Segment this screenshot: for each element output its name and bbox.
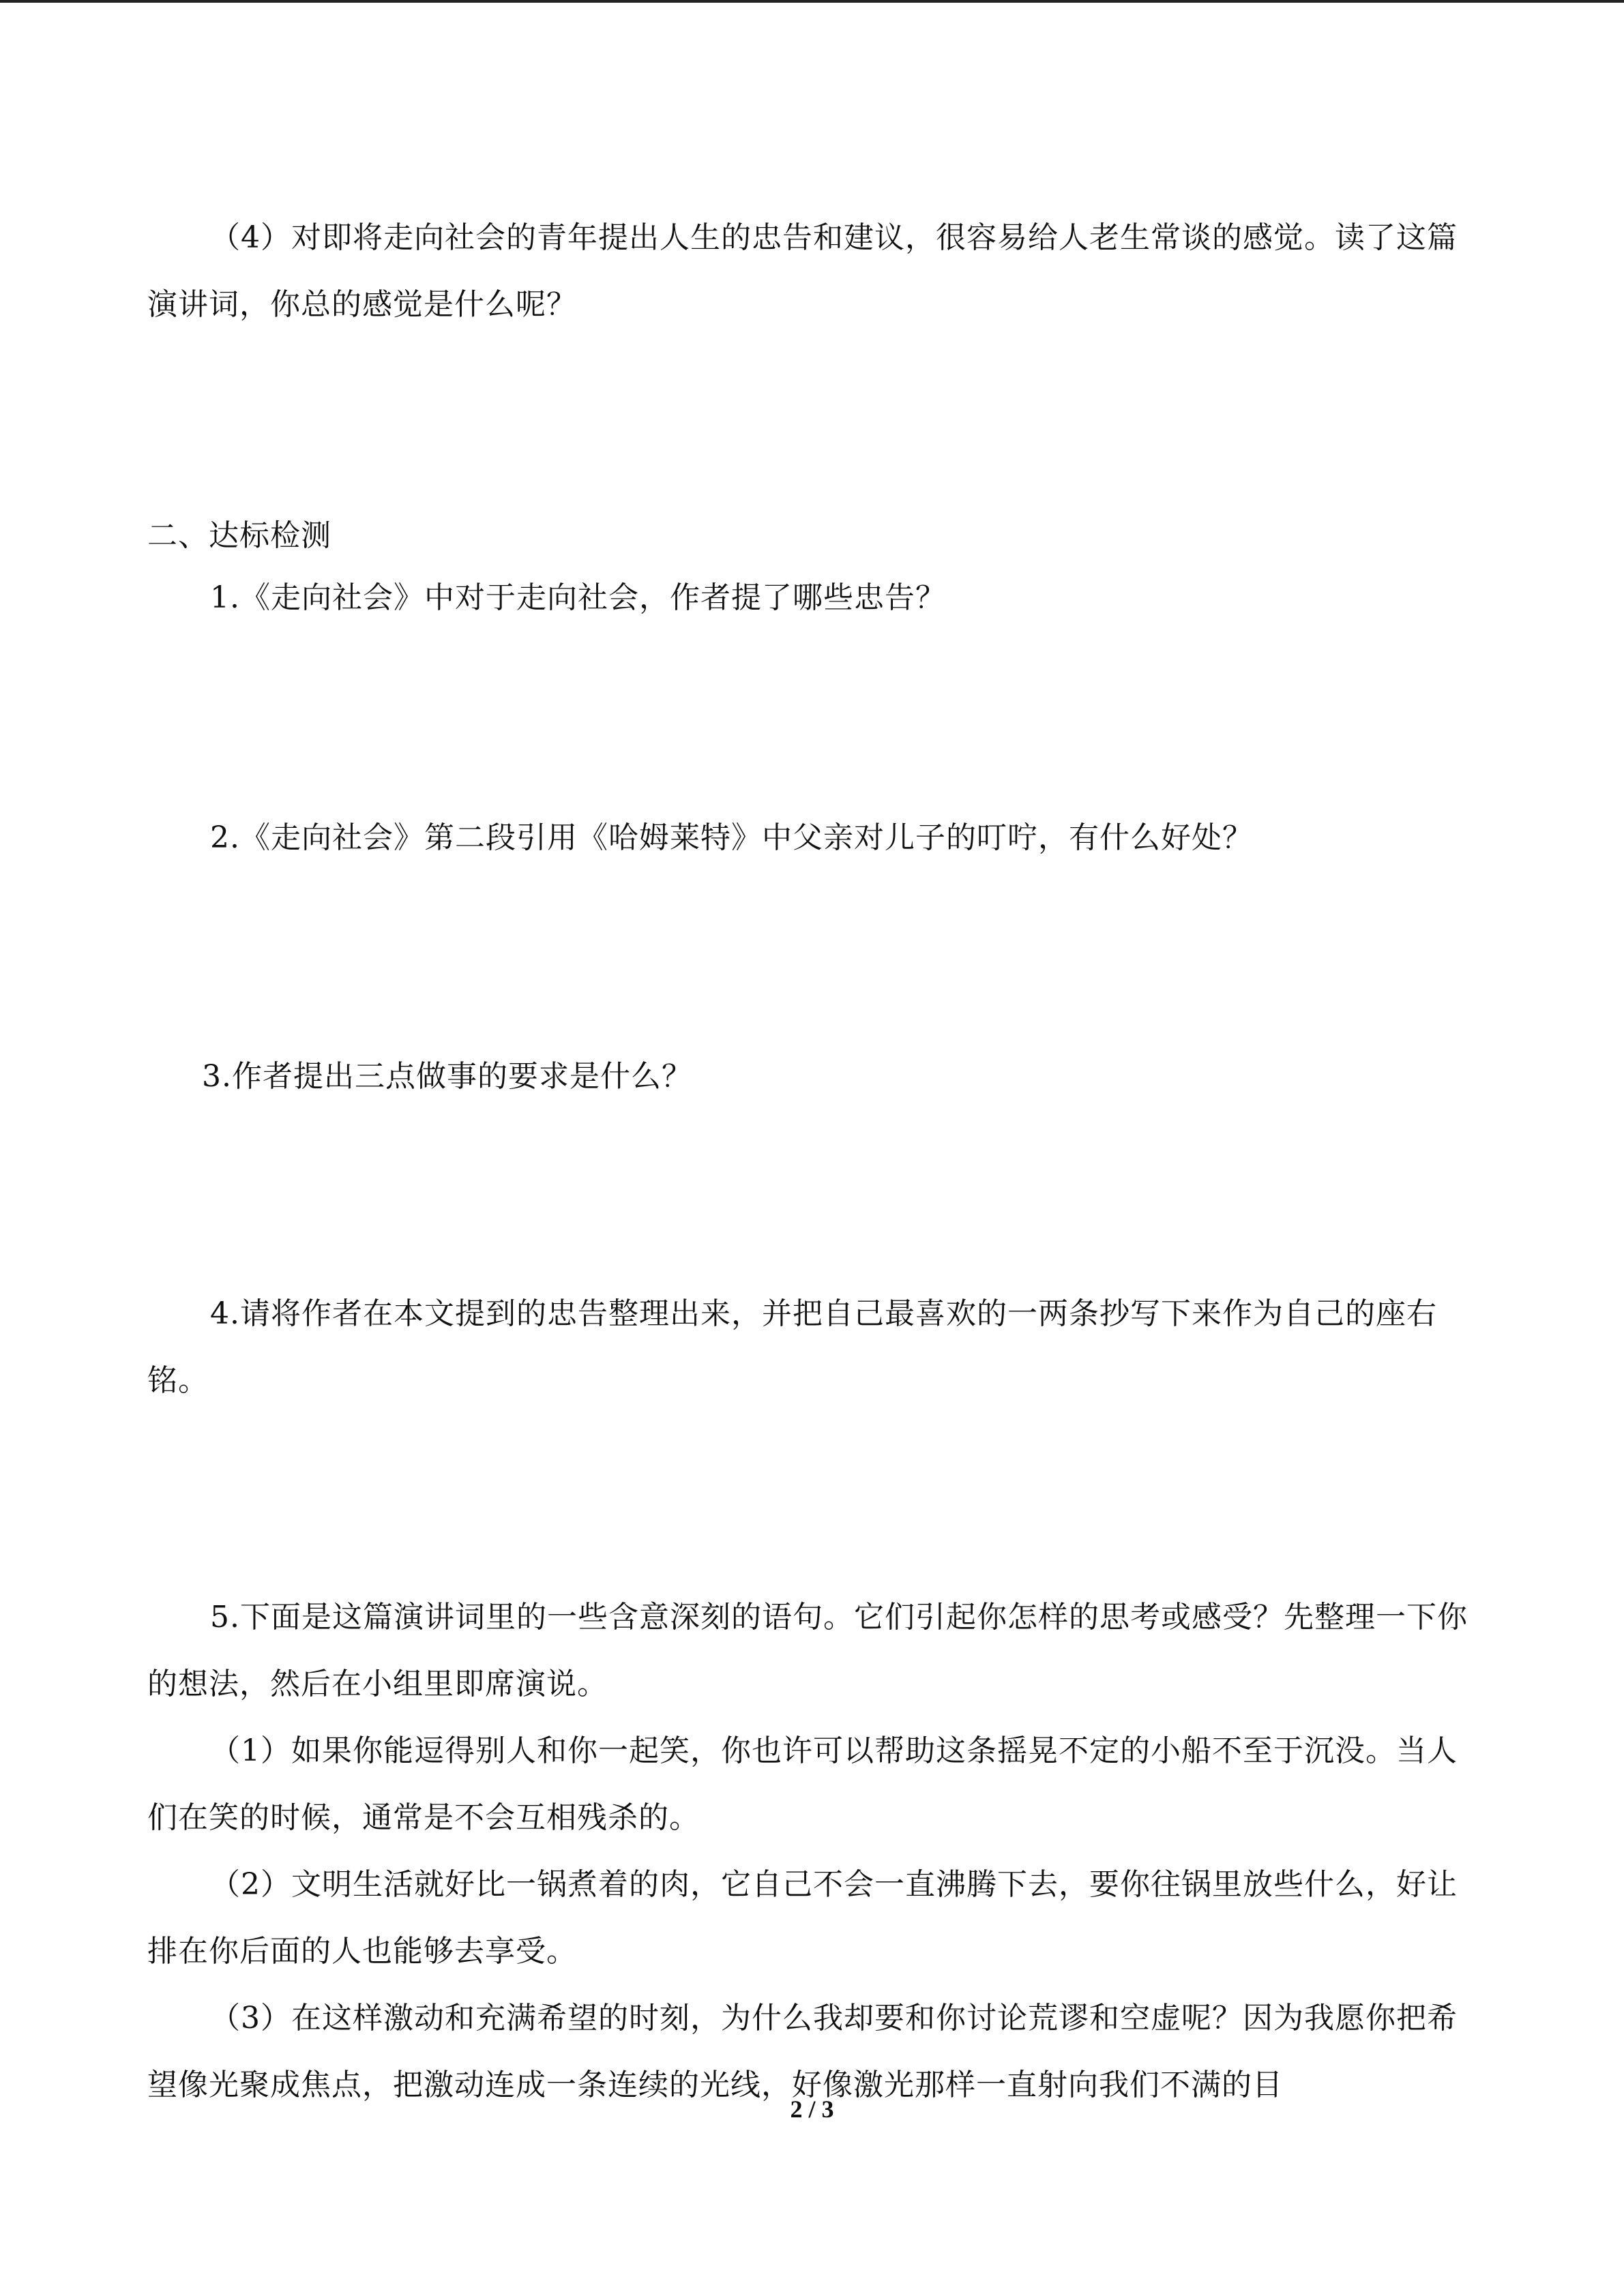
quote-2: （2）文明生活就好比一锅煮着的肉，它自己不会一直沸腾下去，要你往锅里放些什么，好让排在你后面的人也能够去享受。 [147,1867,1458,1969]
section-title: 二、达标检测 [147,518,331,553]
question-1: 1.《走向社会》中对于走向社会，作者提了哪些忠告？ [210,580,946,615]
question-3: 3.作者提出三点做事的要求是什么？ [202,1059,692,1094]
question-2: 2.《走向社会》第二段引用《哈姆莱特》中父亲对儿子的叮咛，有什么好处？ [210,820,1253,855]
quote-3: （3）在这样激动和充满希望的时刻，为什么我却要和你讨论荒谬和空虚呢？因为我愿你把希望像光聚成焦点，把激动连成一条连续的光线，好像激光那样一直射向我们不满的目 [147,2001,1458,2102]
question-4: 4.请将作者在本文提到的忠告整理出来，并把自己最喜欢的一两条抄写下来作为自己的座右铭。 [147,1296,1437,1398]
question-5: 5.下面是这篇演讲词里的一些含意深刻的语句。它们引起你怎样的思考或感受？先整理一下你的想法，然后在小组里即席演说。 [147,1600,1468,1701]
page-number: 2 / 3 [790,2096,834,2123]
quote-1: （1）如果你能逗得别人和你一起笑，你也许可以帮助这条摇晃不定的小船不至于沉没。当人们在笑的时候，通常是不会互相残杀的。 [147,1733,1458,1835]
intro-question: （4）对即将走向社会的青年提出人生的忠告和建议，很容易给人老生常谈的感觉。读了这篇演讲词，你总的感觉是什么呢？ [147,220,1458,322]
